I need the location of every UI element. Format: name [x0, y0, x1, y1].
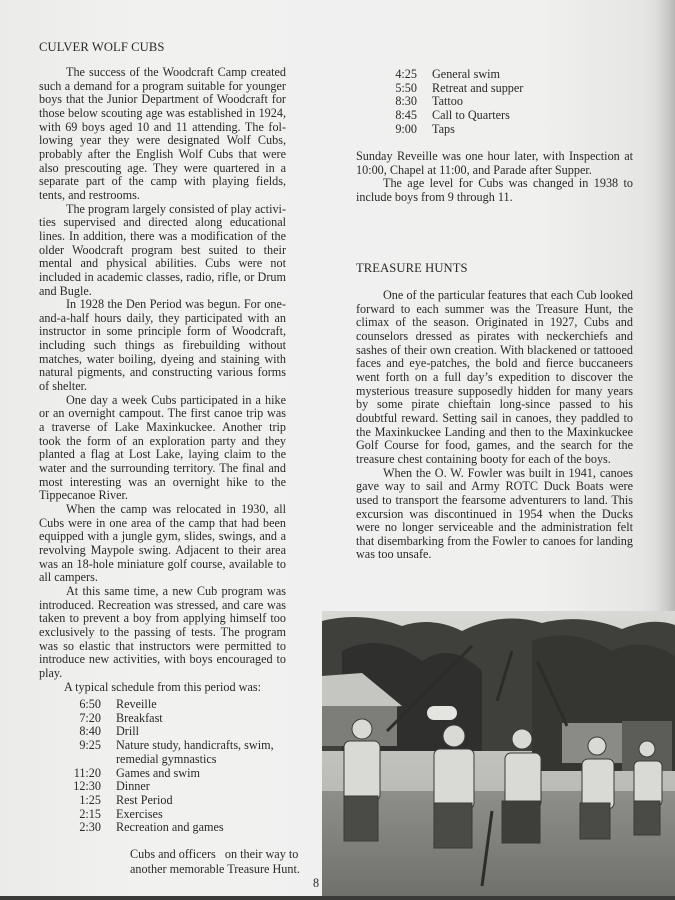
- schedule-time: 8:30: [395, 94, 417, 109]
- schedule-activity: Tattoo: [432, 94, 463, 109]
- schedule-activity: Breakfast: [116, 710, 163, 725]
- page-gutter-shadow: [655, 0, 675, 611]
- paragraph: The success of the Woodcraft Camp created such a demand for a program suitable for younger boys that the Junior Department of Woodcraft for those below scouting age was established in 1924, with 69 boys aged 10 and 11 attending. The following year they were designated Wolf Cubs, probably after the English Wolf Cubs that were also prescouting age. They were quartered in a separate part of the camp with playing fields, tents, and restrooms.: [39, 65, 286, 202]
- schedule-time: 1:25: [79, 792, 101, 807]
- schedule-activity: Recreation and games: [116, 820, 224, 835]
- schedule-intro: A typical schedule from this period was:: [64, 680, 261, 694]
- right-column-text: [356, 289, 633, 562]
- schedule-row: [380, 82, 632, 96]
- schedule-time: 5:50: [395, 80, 417, 95]
- schedule-row: [64, 767, 316, 781]
- schedule-row: [64, 739, 316, 766]
- paragraph: The program largely consisted of play activities supervised and directed along educational lines. In addition, there was a modification of the older Woodcraft program best suited to their mental and physical abilities. Cubs were not included in academic classes, radio, rifle, or Drum and Bugle.: [39, 201, 286, 298]
- page-bottom-edge: [0, 896, 675, 900]
- caption-line-1: Cubs and officers on their way to: [130, 847, 299, 861]
- schedule-row: [64, 725, 316, 739]
- schedule-activity: Drill: [116, 724, 140, 739]
- schedule-time: 8:45: [395, 108, 417, 123]
- paragraph: In 1928 the Den Period was begun. For one-and-a-half hours daily, they participated with an instructor in some principle form of Woodcraft, including such things as firebuilding without matches, water boiling, dyeing and staining with natural pigments, and constructing various forms of shelter.: [39, 297, 286, 394]
- schedule-time: 6:50: [79, 697, 101, 711]
- schedule-activity: General swim: [432, 67, 501, 81]
- schedule-row: [64, 712, 316, 726]
- left-column-text: [39, 66, 286, 681]
- paragraph: When the camp was relocated in 1930, all Cubs were in one area of the camp that had been equipped with a jungle gym, slides, swings, and a revolving Maypole swing. Adjacent to their area was an 18-hole miniature golf course, available to all campers.: [39, 502, 286, 585]
- schedule-row: [64, 821, 316, 835]
- schedule-row: [64, 808, 316, 822]
- schedule-time: 4:25: [395, 67, 417, 81]
- schedule-row: [380, 109, 632, 123]
- sunday-note: Sunday Reveille was one hour later, with Inspection at 10:00, Chapel at 11:00, and Parade after Supper.: [356, 149, 633, 177]
- paragraph: One day a week Cubs participated in a hike or an overnight campout. The first canoe trip was a traverse of Lake Maxinkuckee. Another trip took the form of an exploration party and they planted a flag at Lost Lake, laying claim to the water and the surrounding territory. The final and most interesting was an overnight hike to the Tippecanoe River.: [39, 392, 286, 503]
- schedule-activity: Call to Quarters: [432, 108, 510, 123]
- schedule-activity: Dinner: [116, 779, 150, 794]
- schedule-activity: Rest Period: [116, 792, 173, 807]
- schedule-activity: Retreat and supper: [432, 80, 524, 95]
- schedule-row: [380, 123, 632, 137]
- schedule-time: 7:20: [79, 710, 101, 725]
- schedule-time: 12:30: [73, 779, 101, 794]
- photo-illustration: [322, 611, 675, 900]
- right-column-notes: [356, 150, 633, 205]
- page-number: 8: [313, 876, 320, 890]
- schedule-row: [64, 780, 316, 794]
- schedule-row: [64, 698, 316, 712]
- schedule-row: [380, 68, 632, 82]
- schedule-time: 11:20: [73, 765, 101, 780]
- schedule-time: 9:25: [79, 738, 101, 753]
- paragraph: At this same time, a new Cub program was introduced. Recreation was stressed, and care was taken to prevent a boy from applying himself too exclusively to the passing of tests. The program was so elastic that instructors were permitted to introduce new activities, with boys encouraged to play.: [39, 583, 286, 680]
- treasure-hunt-photo: [322, 611, 675, 900]
- schedule-activity: Exercises: [116, 806, 163, 821]
- age-note: The age level for Cubs was changed in 1938 to include boys from 9 through 11.: [356, 176, 633, 204]
- schedule-row: [380, 95, 632, 109]
- paragraph: One of the particular features that each Cub looked forward to each summer was the Treasure Hunt, the climax of the season. Originated in 1927, Cubs and counselors dressed as pirates with neckerchiefs and sashes of their own creation. With blackened or tattooed faces and eye-patches, the bold and fierce buccaneers went forth on a full day’s expedition to discover the mysterious treasure supposedly hidden for many years by some pirate chieftain long-since passed to his doubtful reward. Setting sail in canoes, they paddled to the Maxinkuckee Landing and then to the Maxinkuckee Golf Course for food, games, and the search for the treasure chest containing booty for each of the boys.: [356, 288, 633, 466]
- schedule-time: 8:40: [79, 724, 101, 739]
- schedule-time: 9:00: [395, 121, 417, 136]
- schedule-time: 2:15: [79, 806, 101, 821]
- schedule-list-left: [64, 698, 316, 835]
- schedule-activity: Reveille: [116, 697, 157, 711]
- caption-line-2: another memorable Treasure Hunt.: [130, 862, 300, 876]
- schedule-activity: Taps: [432, 121, 455, 136]
- paragraph: When the O. W. Fowler was built in 1941, canoes gave way to sail and Army ROTC Duck Boats were used to transport the fearsome adventurers to land. This excursion was discontinued in 1954 when the Ducks were no longer serviceable and the administration felt that disembarking from the Fowler to canoes for landing was too unsafe.: [356, 465, 633, 562]
- photo-caption: [130, 847, 325, 877]
- schedule-time: 2:30: [79, 820, 101, 835]
- section-heading-culver-wolf-cubs: CULVER WOLF CUBS: [39, 40, 165, 54]
- schedule-row: [64, 794, 316, 808]
- schedule-list-right: [380, 68, 632, 137]
- schedule-activity: Games and swim: [116, 765, 200, 780]
- section-heading-treasure-hunts: TREASURE HUNTS: [356, 261, 468, 275]
- schedule-activity: Nature study, handicrafts, swim, remedial gymnastics: [116, 738, 274, 766]
